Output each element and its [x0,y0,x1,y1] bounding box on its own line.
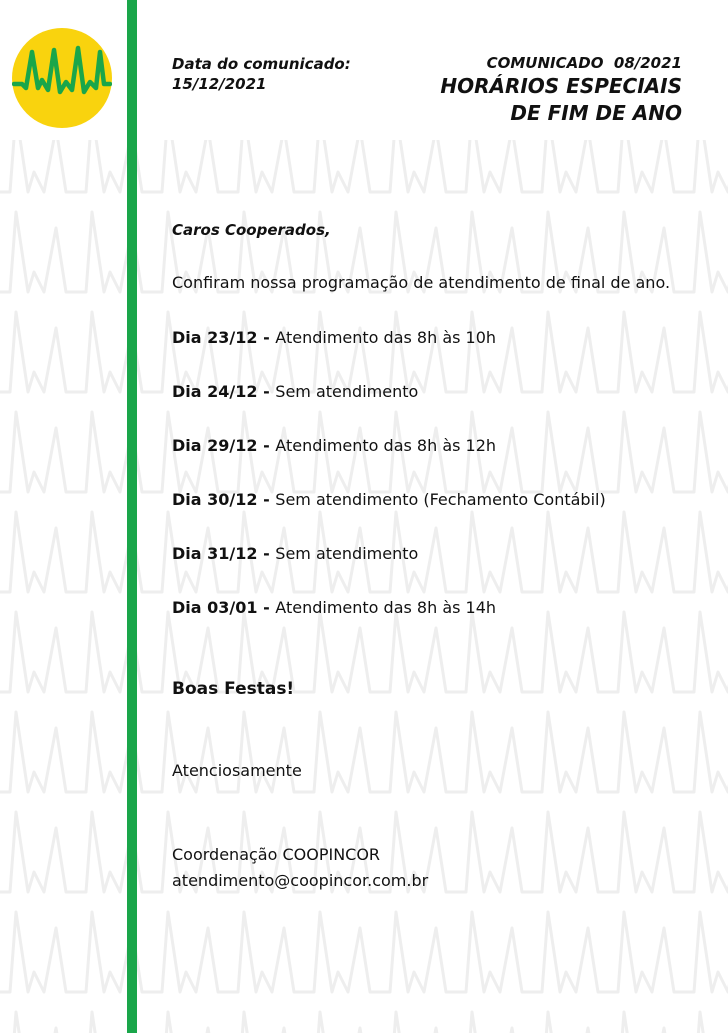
heartbeat-logo-icon [12,28,112,128]
schedule-text: Atendimento das 8h às 12h [275,436,497,455]
schedule-item [172,490,712,544]
notice-title-line2: DE FIM DE ANO [510,101,682,125]
schedule-item [172,382,712,436]
schedule-item [172,328,712,382]
closing-wishes: Boas Festas! [172,679,295,699]
schedule-day: Dia 23/12 - [172,328,276,347]
schedule-text: Sem atendimento [275,382,419,401]
schedule-text: Sem atendimento (Fechamento Contábil) [275,490,606,509]
signature-email: atendimento@coopincor.com.br [172,871,429,890]
schedule-day: Dia 24/12 - [172,382,276,401]
notice-title-line1: HORÁRIOS ESPECIAIS [440,74,682,98]
vertical-accent-bar [127,0,137,1033]
schedule-day: Dia 31/12 - [172,544,276,563]
schedule-text: Sem atendimento [275,544,419,563]
schedule-day: Dia 03/01 - [172,598,276,617]
schedule-text: Atendimento das 8h às 14h [275,598,497,617]
schedule-day: Dia 29/12 - [172,436,276,455]
signature [172,842,428,894]
regards: Atenciosamente [172,761,302,780]
signature-name: Coordenação COOPINCOR [172,845,381,864]
notice-number: COMUNICADO 08/2021 [486,54,682,72]
notice-header [440,53,682,127]
notice-date [172,54,351,94]
schedule-day: Dia 30/12 - [172,490,276,509]
schedule-item [172,544,712,598]
greeting: Caros Cooperados, [172,221,331,239]
schedule-item [172,598,712,652]
date-label: Data do comunicado: [172,55,351,73]
schedule-text: Atendimento das 8h às 10h [275,328,497,347]
intro-text: Confiram nossa programação de atendimento de final de ano. [172,273,671,292]
date-value: 15/12/2021 [172,75,267,93]
schedule-list [172,328,712,652]
schedule-item [172,436,712,490]
